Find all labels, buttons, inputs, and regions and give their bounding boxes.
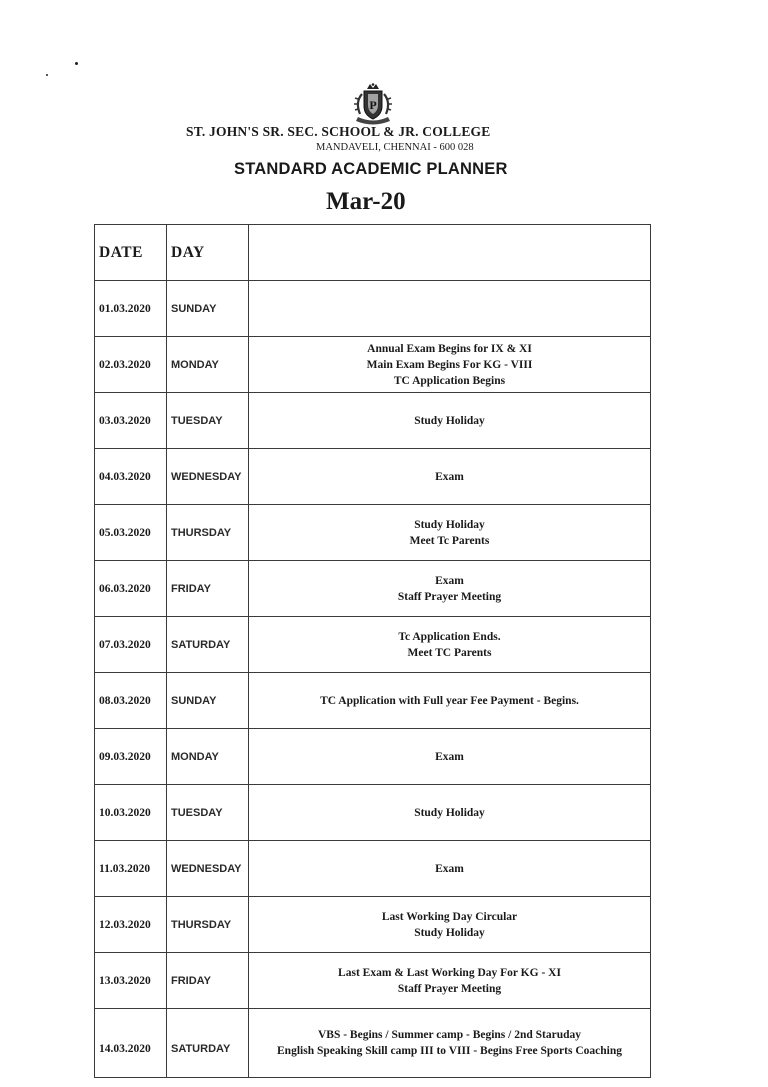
event-line: Study Holiday bbox=[414, 806, 485, 819]
table-header-row bbox=[95, 225, 651, 281]
table-row bbox=[95, 393, 651, 449]
row-day: SATURDAY bbox=[167, 1009, 249, 1078]
row-events bbox=[249, 617, 651, 673]
row-date: 02.03.2020 bbox=[95, 337, 167, 393]
scan-speck bbox=[46, 74, 48, 76]
column-header-event bbox=[249, 225, 651, 281]
row-date: 07.03.2020 bbox=[95, 617, 167, 673]
row-events bbox=[249, 841, 651, 897]
event-line: Annual Exam Begins for IX & XI bbox=[367, 342, 532, 355]
row-date: 04.03.2020 bbox=[95, 449, 167, 505]
table-row bbox=[95, 785, 651, 841]
row-events bbox=[249, 785, 651, 841]
row-day: THURSDAY bbox=[167, 505, 249, 561]
event-line: Last Exam & Last Working Day For KG - XI bbox=[338, 966, 561, 979]
month-title: Mar-20 bbox=[326, 188, 406, 215]
school-crest-icon bbox=[346, 82, 400, 126]
row-events bbox=[249, 673, 651, 729]
event-line: TC Application Begins bbox=[393, 374, 506, 387]
row-date: 06.03.2020 bbox=[95, 561, 167, 617]
table-row bbox=[95, 281, 651, 337]
row-date: 12.03.2020 bbox=[95, 897, 167, 953]
row-events bbox=[249, 953, 651, 1009]
row-date: 11.03.2020 bbox=[95, 841, 167, 897]
event-line: Meet Tc Parents bbox=[409, 534, 490, 547]
svg-text:P: P bbox=[369, 98, 377, 112]
column-header-date: DATE bbox=[95, 225, 167, 281]
row-events bbox=[249, 337, 651, 393]
row-date: 03.03.2020 bbox=[95, 393, 167, 449]
row-date: 05.03.2020 bbox=[95, 505, 167, 561]
table-row bbox=[95, 841, 651, 897]
table-row bbox=[95, 617, 651, 673]
event-line: Study Holiday bbox=[414, 926, 485, 939]
column-header-day: DAY bbox=[167, 225, 249, 281]
row-date: 08.03.2020 bbox=[95, 673, 167, 729]
row-day: TUESDAY bbox=[167, 393, 249, 449]
row-events bbox=[249, 561, 651, 617]
row-events bbox=[249, 505, 651, 561]
table-row bbox=[95, 673, 651, 729]
row-events bbox=[249, 281, 651, 337]
row-date: 13.03.2020 bbox=[95, 953, 167, 1009]
event-line: Study Holiday bbox=[414, 414, 485, 427]
school-address: MANDAVELI, CHENNAI - 600 028 bbox=[316, 142, 474, 153]
row-day: FRIDAY bbox=[167, 953, 249, 1009]
scan-speck bbox=[75, 62, 78, 65]
planner-title: STANDARD ACADEMIC PLANNER bbox=[234, 160, 508, 178]
event-line: Last Working Day Circular bbox=[381, 910, 518, 923]
event-line: VBS - Begins / Summer camp - Begins / 2nd Staruday bbox=[317, 1029, 582, 1041]
table-row bbox=[95, 897, 651, 953]
event-line: Meet TC Parents bbox=[407, 646, 492, 659]
row-day: WEDNESDAY bbox=[167, 449, 249, 505]
planner-table bbox=[94, 224, 651, 1078]
table-row bbox=[95, 953, 651, 1009]
table-row bbox=[95, 729, 651, 785]
event-line: Exam bbox=[435, 574, 464, 587]
event-line: Exam bbox=[435, 862, 464, 875]
table-row bbox=[95, 561, 651, 617]
row-events bbox=[249, 897, 651, 953]
event-line: English Speaking Skill camp III to VIII - Begins Free Sports Coaching bbox=[277, 1045, 622, 1057]
row-date: 01.03.2020 bbox=[95, 281, 167, 337]
row-day: MONDAY bbox=[167, 729, 249, 785]
event-line: Main Exam Begins For KG - VIII bbox=[366, 358, 533, 371]
row-events bbox=[249, 393, 651, 449]
event-line: TC Application with Full year Fee Payment - Begins. bbox=[320, 694, 579, 707]
row-events bbox=[249, 1009, 651, 1078]
event-line: Staff Prayer Meeting bbox=[397, 590, 502, 603]
row-day: WEDNESDAY bbox=[167, 841, 249, 897]
event-line: Tc Application Ends. bbox=[398, 630, 501, 643]
row-day: SUNDAY bbox=[167, 281, 249, 337]
event-line: Study Holiday bbox=[414, 518, 485, 531]
row-date: 14.03.2020 bbox=[95, 1009, 167, 1078]
row-date: 10.03.2020 bbox=[95, 785, 167, 841]
row-day: MONDAY bbox=[167, 337, 249, 393]
table-row bbox=[95, 505, 651, 561]
table-row bbox=[95, 1009, 651, 1078]
row-day: FRIDAY bbox=[167, 561, 249, 617]
event-line: Exam bbox=[435, 470, 464, 483]
event-line: Exam bbox=[435, 750, 464, 763]
row-day: SUNDAY bbox=[167, 673, 249, 729]
row-day: SATURDAY bbox=[167, 617, 249, 673]
row-date: 09.03.2020 bbox=[95, 729, 167, 785]
table-row bbox=[95, 337, 651, 393]
row-events bbox=[249, 729, 651, 785]
row-day: TUESDAY bbox=[167, 785, 249, 841]
row-day: THURSDAY bbox=[167, 897, 249, 953]
event-line: Staff Prayer Meeting bbox=[397, 982, 502, 995]
school-name: ST. JOHN'S SR. SEC. SCHOOL & JR. COLLEGE bbox=[186, 124, 491, 139]
table-row bbox=[95, 449, 651, 505]
row-events bbox=[249, 449, 651, 505]
